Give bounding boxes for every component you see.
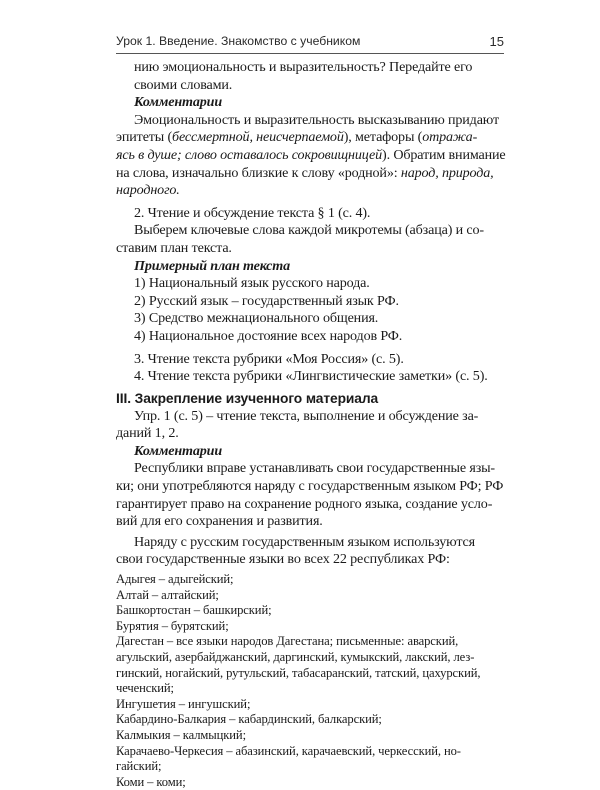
republic-entry: Калмыкия – калмыцкий; (116, 727, 246, 742)
republic-entry: Коми – коми; (116, 774, 186, 789)
page-number: 15 (489, 34, 504, 49)
republic-entry: Башкортостан – башкирский; (116, 603, 272, 618)
republic-entry: агульский, азербайджанский, даргинский, кумыкский, лакский, лез- (116, 650, 475, 664)
text-line: своими словами. (134, 76, 233, 93)
republic-entry: Дагестан – все языки народов Дагестана; письменные: аварский, (116, 634, 459, 649)
republic-entry: Ингушетия – ингушский; (116, 696, 251, 711)
running-header-title: Урок 1. Введение. Знакомство с учебником (116, 34, 361, 48)
plan-item: 3) Средство межнационального общения. (134, 310, 379, 327)
republics-list (116, 572, 504, 790)
text-line: Эмоциональность и выразительность высказыванию придают (134, 111, 499, 128)
numbered-step: 2. Чтение и обсуждение текста § 1 (с. 4). (134, 204, 371, 221)
text-fragment: на слова, изначально близкие к слову «родной»: (116, 164, 401, 181)
plan-item: 4) Национальное достояние всех народов РФ. (134, 327, 403, 344)
text-line: гарантирует право на сохранение родного языка, создание усло- (116, 495, 493, 512)
text-line (116, 147, 504, 165)
text-line: ставим план текста. (116, 239, 232, 256)
text-fragment: ), метафоры ( (343, 129, 423, 146)
comment-heading: Комментарии (134, 94, 223, 111)
text-line: нию эмоциональность и выразительность? Передайте его (134, 59, 473, 75)
numbered-step: 4. Чтение текста рубрики «Лингвистические заметки» (с. 5). (134, 368, 488, 385)
text-line (116, 182, 504, 200)
text-fragment: ). Обратим внимание (382, 146, 506, 163)
italic-fragment: народного. (116, 182, 180, 199)
italic-fragment: ясь в душе; слово оставалось сокровищницей (116, 146, 383, 163)
comment-heading: Комментарии (134, 442, 223, 459)
text-line (116, 129, 504, 147)
italic-fragment: отража- (422, 129, 478, 146)
republic-entry: Бурятия – бурятский; (116, 618, 229, 633)
text-line: вий для его сохранения и развития. (116, 513, 323, 530)
republic-entry: гинский, ногайский, рутульский, табасаранский, татский, цахурский, (116, 665, 481, 680)
text-line: Упр. 1 (с. 5) – чтение текста, выполнение и обсуждение за- (134, 407, 479, 424)
republic-entry: Карачаево-Черкесия – абазинский, карачаевский, черкесский, но- (116, 743, 461, 758)
section-heading: III. Закрепление изученного материала (116, 390, 379, 406)
running-header (116, 34, 504, 52)
text-line: Выберем ключевые слова каждой микротемы (абзаца) и со- (134, 222, 484, 239)
republic-entry: Адыгея – адыгейский; (116, 572, 234, 587)
text-fragment: эпитеты ( (116, 129, 173, 146)
republic-entry: чеченский; (116, 681, 174, 696)
republic-entry: гайский; (116, 759, 162, 774)
plan-heading: Примерный план текста (134, 257, 290, 274)
text-line: Республики вправе устанавливать свои государственные язы- (134, 460, 495, 477)
text-line: даний 1, 2. (116, 425, 179, 442)
text-line (116, 165, 504, 183)
republic-entry: Алтай – алтайский; (116, 587, 219, 602)
text-line: ки; они употребляются наряду с государственным языком РФ; РФ (116, 478, 504, 495)
numbered-step: 3. Чтение текста рубрики «Моя Россия» (с. 5). (134, 350, 404, 367)
text-line: свои государственные языки во всех 22 республиках РФ: (116, 551, 450, 568)
header-rule (116, 53, 504, 54)
plan-item: 1) Национальный язык русского народа. (134, 275, 370, 292)
republic-entry: Кабардино-Балкария – кабардинский, балкарский; (116, 712, 382, 727)
text-line: Наряду с русским государственным языком используются (134, 533, 475, 550)
italic-fragment: народ, природа, (400, 164, 494, 181)
page-content (116, 59, 504, 790)
plan-item: 2) Русский язык – государственный язык РФ. (134, 292, 399, 309)
italic-fragment: бессмертной, неисчерпаемой (172, 129, 344, 146)
